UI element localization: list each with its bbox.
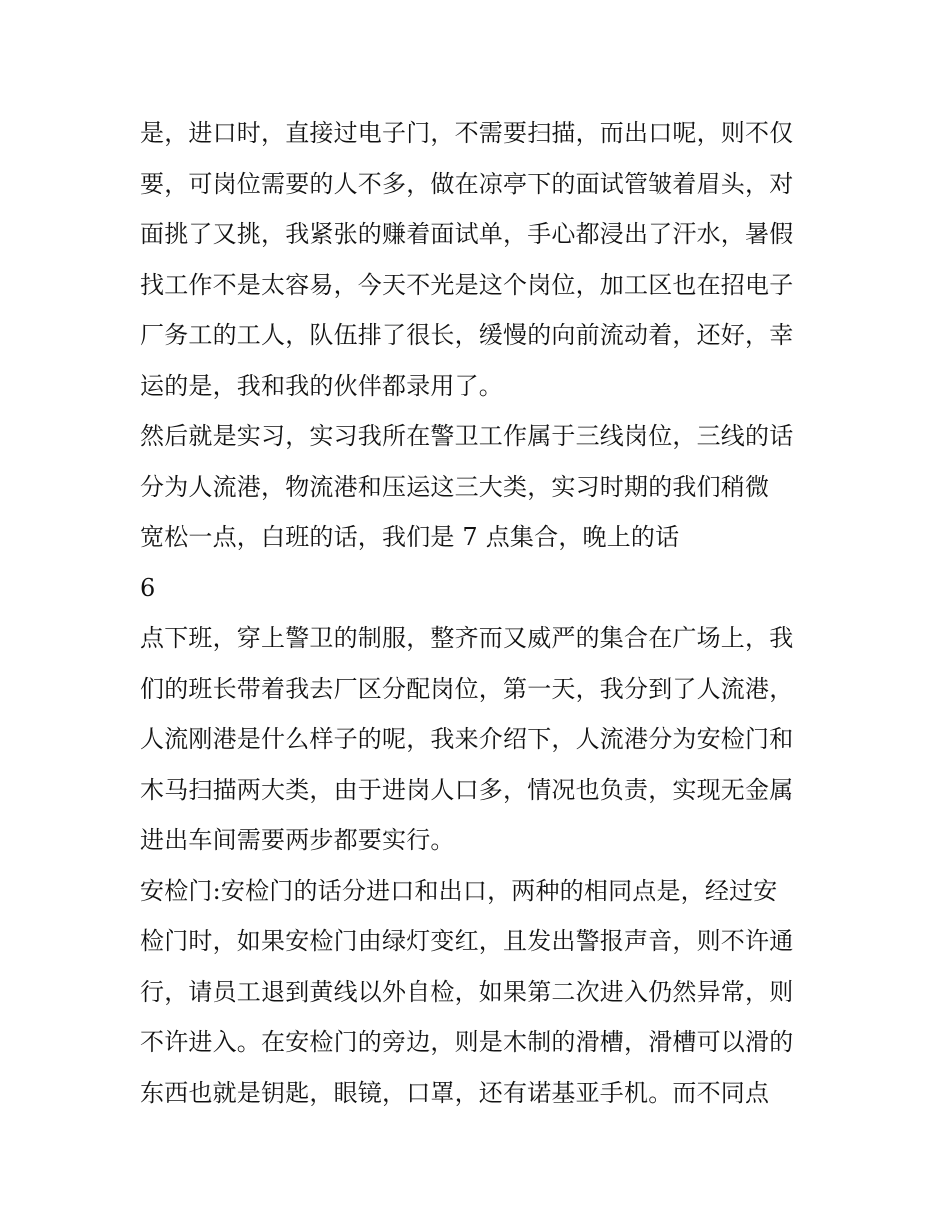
text-line-13: 人流刚港是什么样子的呢，我来介绍下，人流港分为安检门和 (140, 725, 794, 753)
text-line-11: 点下班，穿上警卫的制服，整齐而又威严的集合在广场上，我 (140, 624, 794, 652)
text-line-6: 运的是，我和我的伙伴都录用了。 (140, 371, 503, 400)
text-line-19: 不许进入。在安检门的旁边，则是木制的滑槽，滑槽可以滑的 (140, 1028, 794, 1056)
text-line-20: 东西也就是钥匙，眼镜，口罩，还有诺基亚手机。而不同点 (140, 1078, 770, 1107)
text-line-7: 然后就是实习，实习我所在警卫工作属于三线岗位，三线的话 (140, 422, 794, 450)
text-line-18: 行，请员工退到黄线以外自检，如果第二次进入仍然异常，则 (140, 977, 794, 1006)
text-line-9: 宽松一点，白班的话，我们是 7 点集合，晚上的话 (140, 523, 680, 551)
text-line-16: 安检门:安检门的话分进口和出口，两种的相同点是，经过安 (140, 876, 778, 905)
text-line-15: 进出车间需要两步都要实行。 (140, 826, 455, 854)
text-line-14: 木马扫描两大类，由于进岗人口多，情况也负责，实现无金属 (140, 775, 794, 804)
text-line-2: 要，可岗位需要的人不多，做在凉亭下的面试管皱着眉头，对 (140, 169, 794, 198)
text-line-12: 们的班长带着我去厂区分配岗位，第一天，我分到了人流港， (140, 674, 794, 703)
text-line-1: 是，进口时，直接过电子门，不需要扫描，而出口呢，则不仅 (140, 119, 794, 147)
text-line-10: 6 (140, 573, 156, 602)
text-line-3: 面挑了又挑，我紧张的赚着面试单，手心都浸出了汗水，暑假 (140, 220, 794, 248)
text-line-8: 分为人流港，物流港和压运这三大类，实习时期的我们稍微 (140, 472, 770, 501)
text-line-5: 厂务工的工人，队伍排了很长，缓慢的向前流动着，还好，幸 (140, 321, 794, 349)
body-text (140, 108, 820, 1118)
text-line-17: 检门时，如果安检门由绿灯变红，且发出警报声音，则不许通 (140, 927, 794, 955)
text-line-4: 找工作不是太容易，今天不光是这个岗位，加工区也在招电子 (140, 270, 794, 299)
